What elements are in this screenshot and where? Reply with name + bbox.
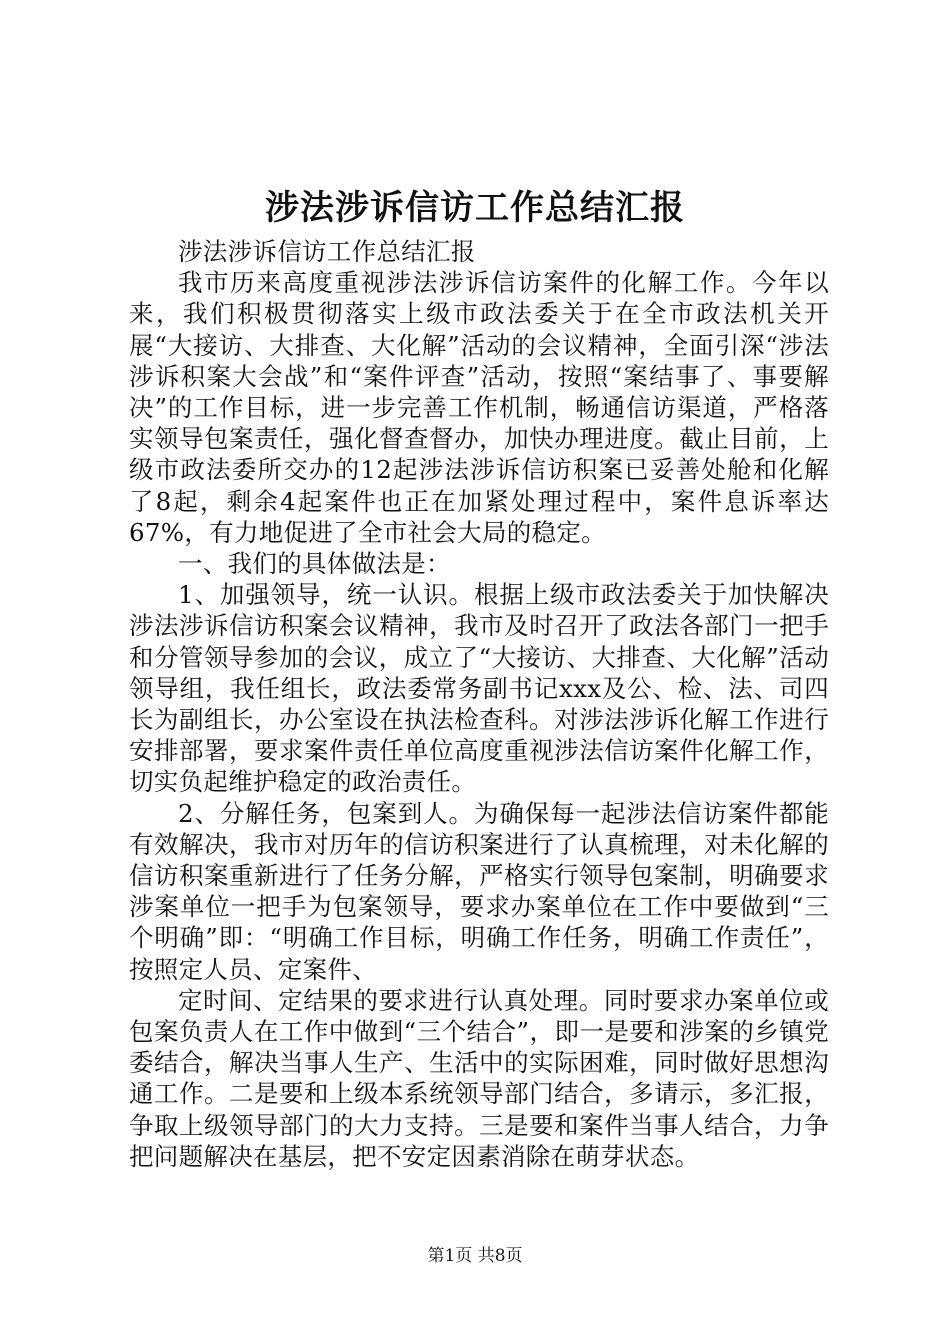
document-body (129, 236, 829, 1172)
page-number-footer: 第1页 共8页 (427, 1246, 523, 1266)
body-paragraph-item-1: 1、加强领导，统一认识。根据上级市政法委关于加快解决涉法涉诉信访积案会议精神，我市及时召开了政法各部门一把手和分管领导参加的会议，成立了“大接访、大排查、大化解”活动领导组，我任组长，政法委常务副书记xxx及公、检、法、司四长为副组长，办公室设在执法检查科。对涉法涉诉化解工作进行安排部署，要求案件责任单位高度重视涉法信访案件化解工作，切实负起维护稳定的政治责任。 (129, 580, 829, 797)
body-paragraph-subtitle: 涉法涉诉信访工作总结汇报 (178, 237, 476, 266)
body-paragraph-section-heading: 一、我们的具体做法是： (178, 549, 451, 579)
body-paragraph-item-2: 2、分解任务，包案到人。为确保每一起涉法信访案件都能有效解决，我市对历年的信访积案进行了认真梳理，对未化解的信访积案重新进行了任务分解，严格实行领导包案制，明确要求涉案单位一把手为包案领导，要求办案单位在工作中要做到“三个明确”即：“明确工作目标，明确工作任务，明确工作责任”，按照定人员、定案件、 (129, 798, 830, 984)
body-paragraph-intro: 我市历来高度重视涉法涉诉信访案件的化解工作。今年以来，我们积极贯彻落实上级市政法委关于在全市政法机关开展“大接访、大排查、大化解”活动的会议精神，全面引深“涉法涉诉积案大会战”和“案件评查”活动，按照“案结事了、事要解决”的工作目标，进一步完善工作机制，畅通信访渠道，严格落实领导包案责任，强化督查督办，加快办理进度。截止目前，上级市政法委所交办的12起涉法涉诉信访积案已妥善处舱和化解了8起，剩余4起案件也正在加紧处理过程中，案件息诉率达67%，有力地促进了全市社会大局的稳定。 (129, 268, 830, 547)
body-paragraph-item-2-continued: 定时间、定结果的要求进行认真处理。同时要求办案单位或包案负责人在工作中做到“三个结合”，即一是要和涉案的乡镇党委结合，解决当事人生产、生活中的实际困难，同时做好思想沟通工作。二是要和上级本系统领导部门结合，多请示，多汇报，争取上级领导部门的大力支持。三是要和案件当事人结合，力争把问题解决在基层，把不安定因素消除在萌芽状态。 (129, 985, 829, 1171)
document-title: 涉法涉诉信访工作总结汇报 (265, 188, 685, 228)
